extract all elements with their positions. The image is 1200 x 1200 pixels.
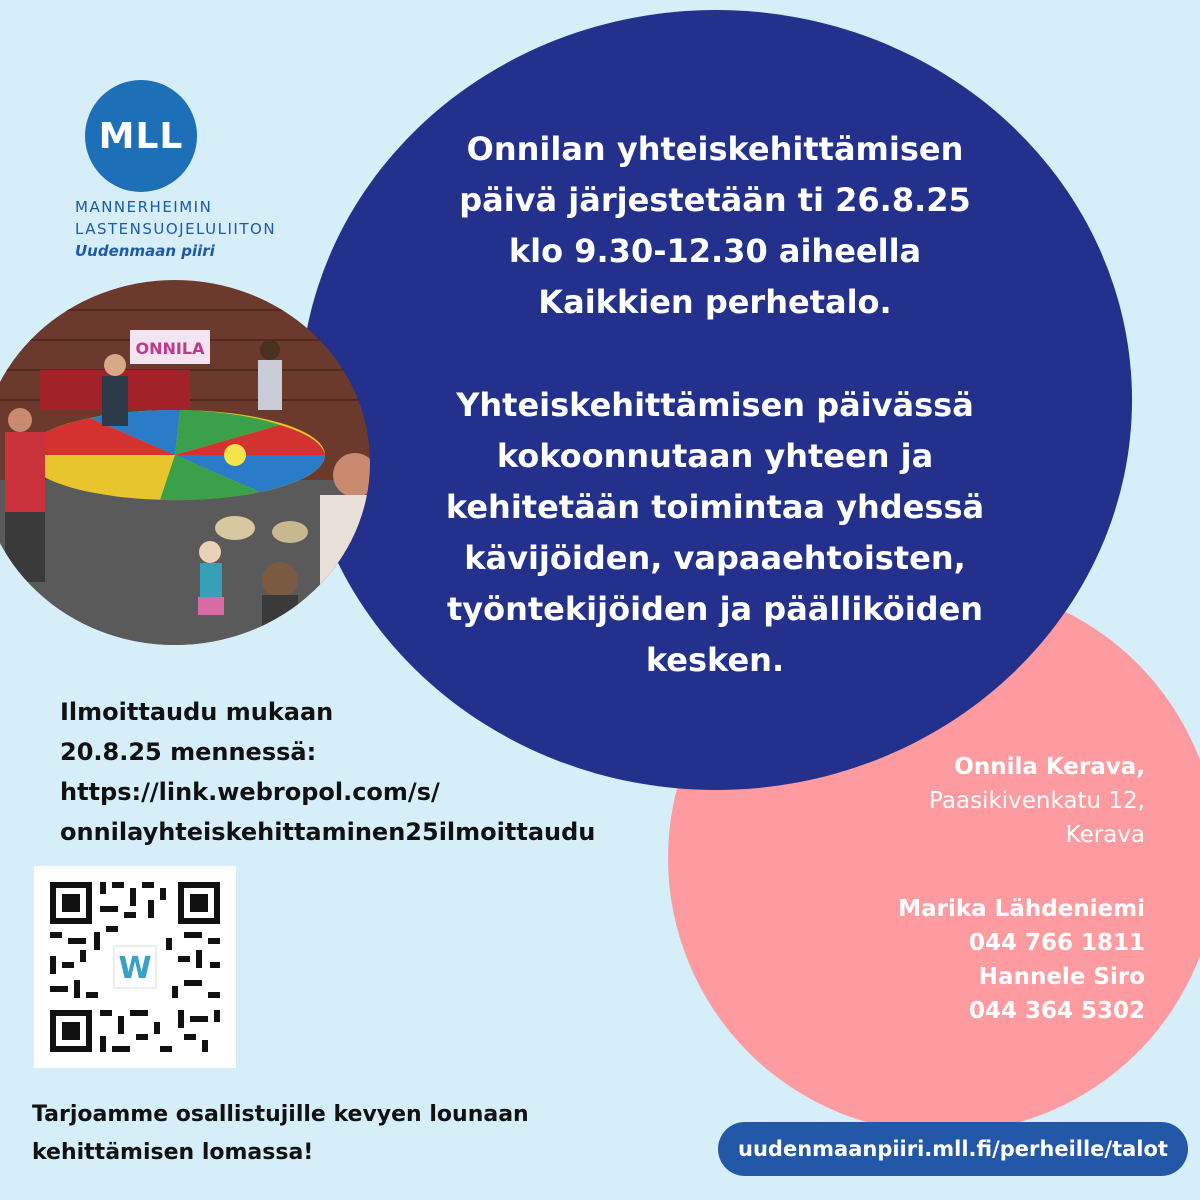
headline-line-4: Kaikkien perhetalo. xyxy=(538,283,892,321)
qr-code[interactable] xyxy=(34,866,236,1068)
headline-line-2: päivä järjestetään ti 26.8.25 xyxy=(459,181,971,219)
onnila-sign-text: ONNILA xyxy=(135,339,205,358)
event-headline xyxy=(390,124,1040,328)
mll-logo-text xyxy=(75,196,276,262)
description-line-4: kävijöiden, vapaaehtoisten, xyxy=(464,539,966,577)
qr-center-letter: W xyxy=(118,951,152,986)
contact-person-1: Marika Lähdeniemi xyxy=(898,896,1145,922)
parachute-play-illustration xyxy=(0,280,370,645)
location-info xyxy=(825,750,1145,852)
headline-line-3: klo 9.30-12.30 aiheella xyxy=(508,232,922,270)
location-name: Onnila Kerava, xyxy=(954,754,1145,780)
signup-link-line-2[interactable]: onnilayhteiskehittaminen25ilmoittaudu xyxy=(60,818,596,846)
description-line-3: kehitetään toimintaa yhdessä xyxy=(445,488,985,526)
logo-line-2: LASTENSUOJELULIITON xyxy=(75,220,277,238)
event-description xyxy=(390,380,1040,686)
logo-line-3: Uudenmaan piiri xyxy=(75,242,215,260)
signup-link-line-1[interactable]: https://link.webropol.com/s/ xyxy=(60,778,440,806)
location-street: Paasikivenkatu 12, xyxy=(929,788,1145,814)
headline-line-1: Onnilan yhteiskehittämisen xyxy=(466,130,964,168)
website-link[interactable]: uudenmaanpiiri.mll.fi/perheille/talot xyxy=(718,1122,1188,1176)
description-line-5: työntekijöiden ja päälliköiden xyxy=(446,590,984,628)
description-line-2: kokoonnutaan yhteen ja xyxy=(496,437,934,475)
mll-logo-mark: MLL xyxy=(85,80,197,192)
contact-info xyxy=(825,892,1145,1028)
signup-info xyxy=(60,692,595,852)
mll-logo xyxy=(75,80,276,262)
signup-line-2: 20.8.25 mennessä: xyxy=(60,738,317,766)
contact-phone-1[interactable]: 044 766 1811 xyxy=(968,930,1145,956)
event-photo xyxy=(0,280,370,645)
signup-line-1: Ilmoittaudu mukaan xyxy=(60,698,334,726)
qr-code-graphic xyxy=(34,866,236,1068)
description-line-6: kesken. xyxy=(645,641,785,679)
description-line-1: Yhteiskehittämisen päivässä xyxy=(456,386,974,424)
logo-line-1: MANNERHEIMIN xyxy=(75,198,213,216)
contact-phone-2[interactable]: 044 364 5302 xyxy=(968,998,1145,1024)
contact-person-2: Hannele Siro xyxy=(978,964,1145,990)
lunch-note xyxy=(32,1096,529,1172)
lunch-line-1: Tarjoamme osallistujille kevyen lounaan xyxy=(32,1102,529,1127)
lunch-line-2: kehittämisen lomassa! xyxy=(32,1140,314,1165)
location-city: Kerava xyxy=(1065,822,1145,848)
